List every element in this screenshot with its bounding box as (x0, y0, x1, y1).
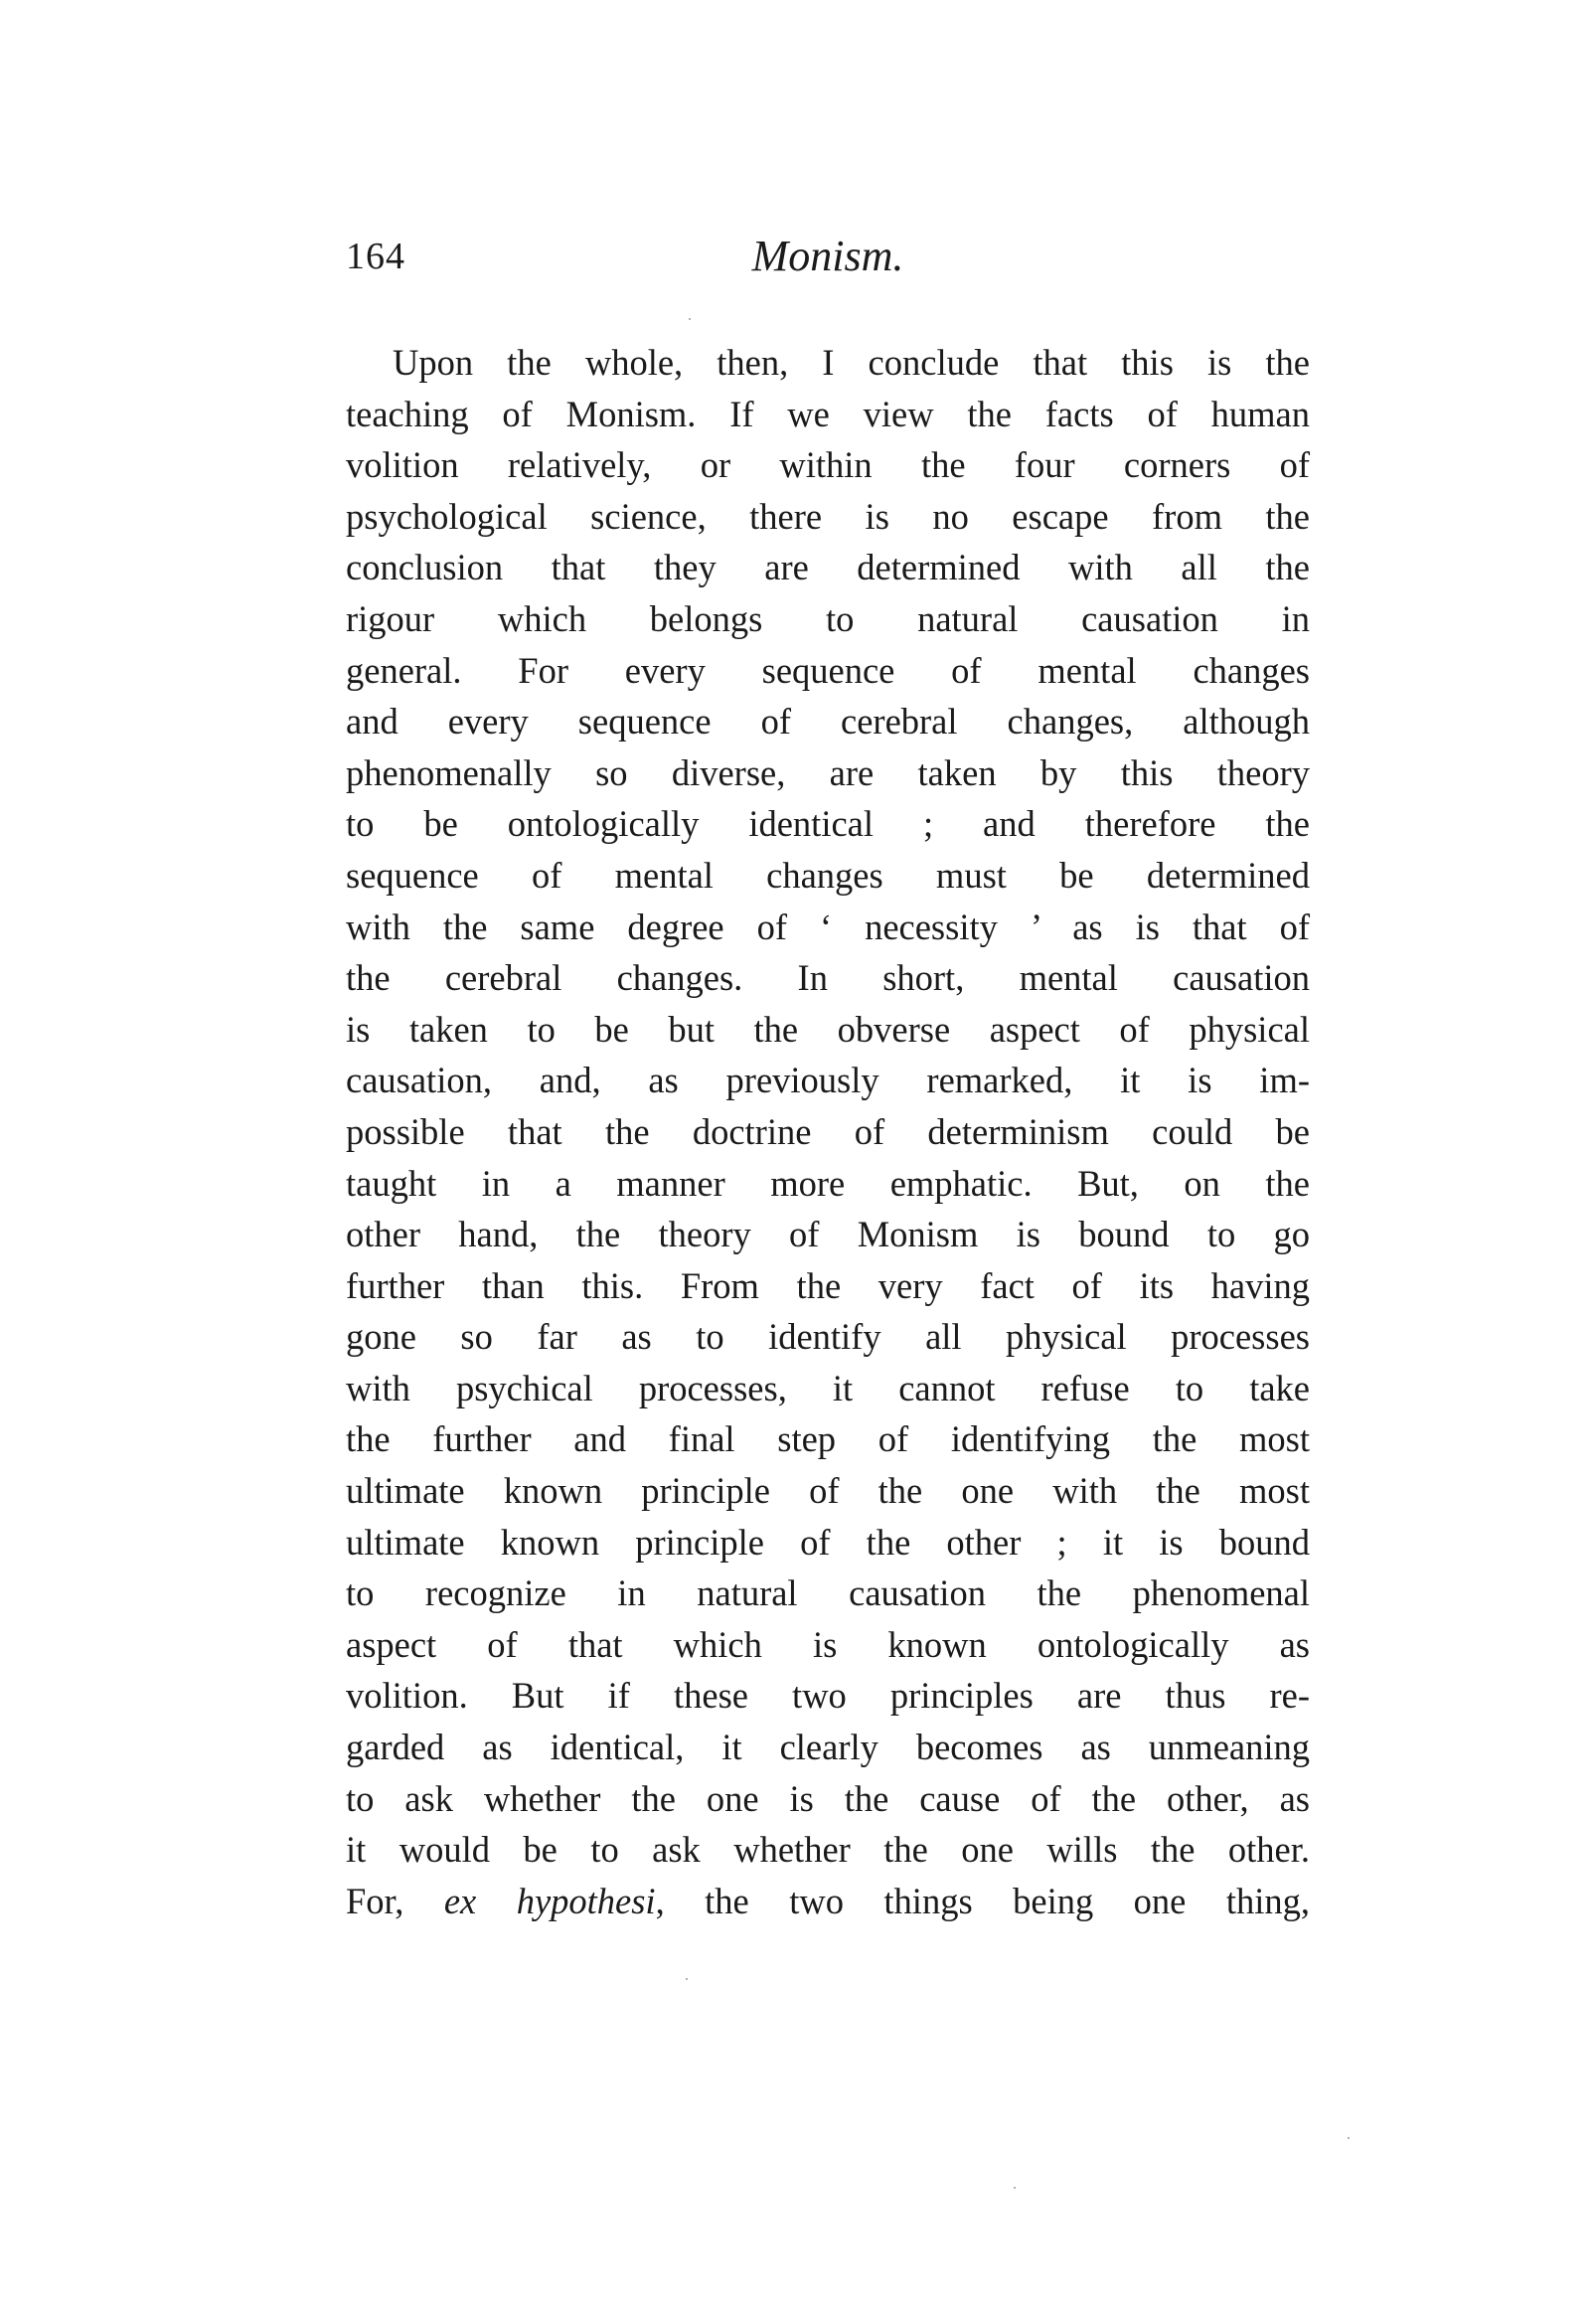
text-line: is taken to be but the obverse aspect of physical (346, 1008, 1310, 1050)
text-fragment: , the two things being one thing, (655, 1880, 1310, 1921)
text-line: the further and final step of identifying the most (346, 1418, 1310, 1460)
text-line: conclusion that they are determined with all the (346, 547, 1310, 588)
running-title: Monism. (751, 232, 904, 280)
text-fragment: For, (346, 1880, 444, 1921)
text-line: general. For every sequence of mental changes (346, 649, 1310, 691)
text-line: ultimate known principle of the other ; it is bound (346, 1521, 1310, 1563)
text-line: with psychical processes, it cannot refuse to take (346, 1367, 1310, 1408)
scan-speck (689, 318, 691, 320)
text-line: and every sequence of cerebral changes, although (346, 701, 1310, 743)
text-line: causation, and, as previously remarked, it is im- (346, 1060, 1310, 1101)
text-line: phenomenally so diverse, are taken by this theory (346, 751, 1310, 793)
text-line-last (346, 1876, 1310, 1927)
scan-speck (686, 1978, 688, 1980)
text-line: Upon the whole, then, I conclude that this is the (393, 342, 1310, 383)
text-line: volition relatively, or within the four corners of (346, 444, 1310, 486)
text-line: other hand, the theory of Monism is bound to go (346, 1214, 1310, 1255)
text-line: the cerebral changes. In short, mental causation (346, 957, 1310, 999)
text-line: possible that the doctrine of determinism could be (346, 1110, 1310, 1152)
text-line: volition. But if these two principles are thus re- (346, 1675, 1310, 1717)
text-line: psychological science, there is no escape from the (346, 495, 1310, 537)
text-line: to recognize in natural causation the phenomenal (346, 1572, 1310, 1614)
text-line: aspect of that which is known ontologically as (346, 1623, 1310, 1665)
text-line: sequence of mental changes must be determined (346, 854, 1310, 896)
text-line: gone so far as to identify all physical processes (346, 1316, 1310, 1358)
scan-speck (1014, 2187, 1016, 2189)
text-line: with the same degree of ‘ necessity ’ as is that of (346, 906, 1310, 947)
text-line: taught in a manner more emphatic. But, on the (346, 1162, 1310, 1204)
text-line: it would be to ask whether the one wills the other. (346, 1829, 1310, 1871)
text-line: teaching of Monism. If we view the facts of human (346, 393, 1310, 434)
text-line: garded as identical, it clearly becomes as unmeaning (346, 1727, 1310, 1768)
text-line: further than this. From the very fact of its having (346, 1264, 1310, 1306)
running-head (346, 231, 1310, 290)
italic-latin-phrase: ex hypothesi (443, 1880, 656, 1921)
body-paragraph (346, 337, 1310, 1926)
scan-speck (1348, 2137, 1350, 2139)
text-line: rigour which belongs to natural causation in (346, 597, 1310, 639)
text-line: to ask whether the one is the cause of the other, as (346, 1777, 1310, 1819)
page-number: 164 (346, 236, 405, 277)
text-line: ultimate known principle of the one with the most (346, 1470, 1310, 1512)
text-line: to be ontologically identical ; and therefore the (346, 803, 1310, 845)
